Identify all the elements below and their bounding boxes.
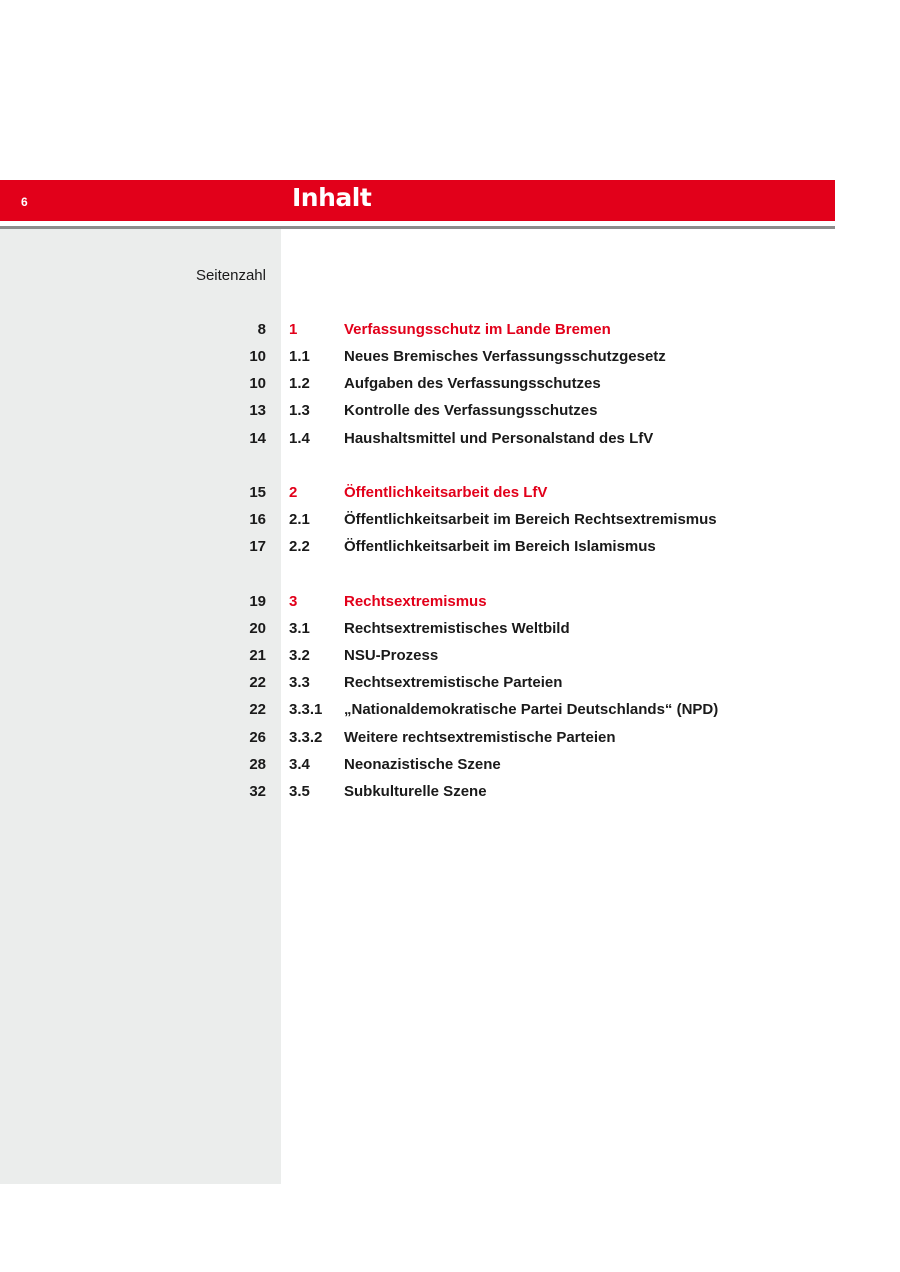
toc-section-number: 2.2 — [289, 538, 310, 555]
toc-page-number: 22 — [249, 701, 266, 718]
toc-row[interactable] — [0, 348, 900, 370]
toc-page-number: 26 — [249, 729, 266, 746]
page-column-label: Seitenzahl — [195, 267, 266, 284]
toc-page-number: 16 — [249, 511, 266, 528]
toc-section-title: Subkulturelle Szene — [344, 783, 487, 800]
toc-section-title: Öffentlichkeitsarbeit des LfV — [344, 484, 548, 501]
toc-section-number: 3.2 — [289, 647, 310, 664]
page-title: Inhalt — [292, 183, 372, 212]
toc-section-number: 1.3 — [289, 402, 310, 419]
toc-section-number: 3.3.2 — [289, 729, 323, 746]
toc-page-number: 10 — [249, 348, 266, 365]
toc-page-number: 22 — [249, 674, 266, 691]
toc-section-number: 3 — [289, 593, 298, 610]
toc-page-number: 15 — [249, 484, 266, 501]
toc-section-number: 3.3 — [289, 674, 310, 691]
toc-row[interactable] — [0, 402, 900, 424]
toc-section-title: Rechtsextremistisches Weltbild — [344, 620, 570, 637]
toc-section-number: 1.4 — [289, 430, 310, 447]
toc-section-title: Aufgaben des Verfassungsschutzes — [344, 375, 601, 392]
toc-section-title: Öffentlichkeitsarbeit im Bereich Islamismus — [344, 538, 656, 555]
toc-section-number: 2.1 — [289, 511, 310, 528]
toc-page-number: 21 — [249, 647, 266, 664]
toc-section-title: Öffentlichkeitsarbeit im Bereich Rechtsextremismus — [344, 511, 717, 528]
toc-section-title: Neonazistische Szene — [344, 756, 501, 773]
toc-page-number: 28 — [249, 756, 266, 773]
toc-section-title: Rechtsextremismus — [344, 593, 487, 610]
toc-section-number: 3.3.1 — [289, 701, 323, 718]
toc-row[interactable] — [0, 375, 900, 397]
toc-page-number: 32 — [249, 783, 266, 800]
toc-section-title: Neues Bremisches Verfassungsschutzgesetz — [344, 348, 666, 365]
page-number: 6 — [21, 195, 28, 209]
toc-section-number: 1 — [289, 321, 298, 338]
toc-row[interactable] — [0, 756, 900, 778]
toc-page-number: 8 — [257, 321, 266, 338]
toc-page-number: 20 — [249, 620, 266, 637]
toc-section-number: 1.2 — [289, 375, 310, 392]
toc-row[interactable] — [0, 430, 900, 452]
toc-page-number: 10 — [249, 375, 266, 392]
toc-row[interactable] — [0, 783, 900, 805]
toc-page-number: 19 — [249, 593, 266, 610]
toc-row[interactable] — [0, 538, 900, 560]
toc-section-title: Haushaltsmittel und Personalstand des LfV — [344, 430, 654, 447]
toc-row[interactable] — [0, 647, 900, 669]
toc-page-number: 13 — [249, 402, 266, 419]
toc-row[interactable] — [0, 620, 900, 642]
toc-section-title: Weitere rechtsextremistische Parteien — [344, 729, 616, 746]
toc-row[interactable] — [0, 701, 900, 723]
toc-page-number: 14 — [249, 430, 266, 447]
toc-section-title: Verfassungsschutz im Lande Bremen — [344, 321, 611, 338]
toc-row[interactable] — [0, 729, 900, 751]
toc-section-title: Kontrolle des Verfassungsschutzes — [344, 402, 598, 419]
toc-section-number: 3.1 — [289, 620, 310, 637]
toc-row[interactable] — [0, 511, 900, 533]
header-bar — [0, 180, 835, 221]
toc-chapter-row[interactable] — [0, 321, 900, 343]
toc-section-title: Rechtsextremistische Parteien — [344, 674, 563, 691]
toc-row[interactable] — [0, 674, 900, 696]
toc-section-title: NSU-Prozess — [344, 647, 439, 664]
toc-section-number: 2 — [289, 484, 298, 501]
toc-section-number: 3.5 — [289, 783, 310, 800]
toc-section-title: „Nationaldemokratische Partei Deutschlands“ (NPD) — [344, 701, 719, 718]
toc-section-number: 1.1 — [289, 348, 310, 365]
toc-section-number: 3.4 — [289, 756, 310, 773]
toc-chapter-row[interactable] — [0, 593, 900, 615]
toc-chapter-row[interactable] — [0, 484, 900, 506]
toc-page-number: 17 — [249, 538, 266, 555]
